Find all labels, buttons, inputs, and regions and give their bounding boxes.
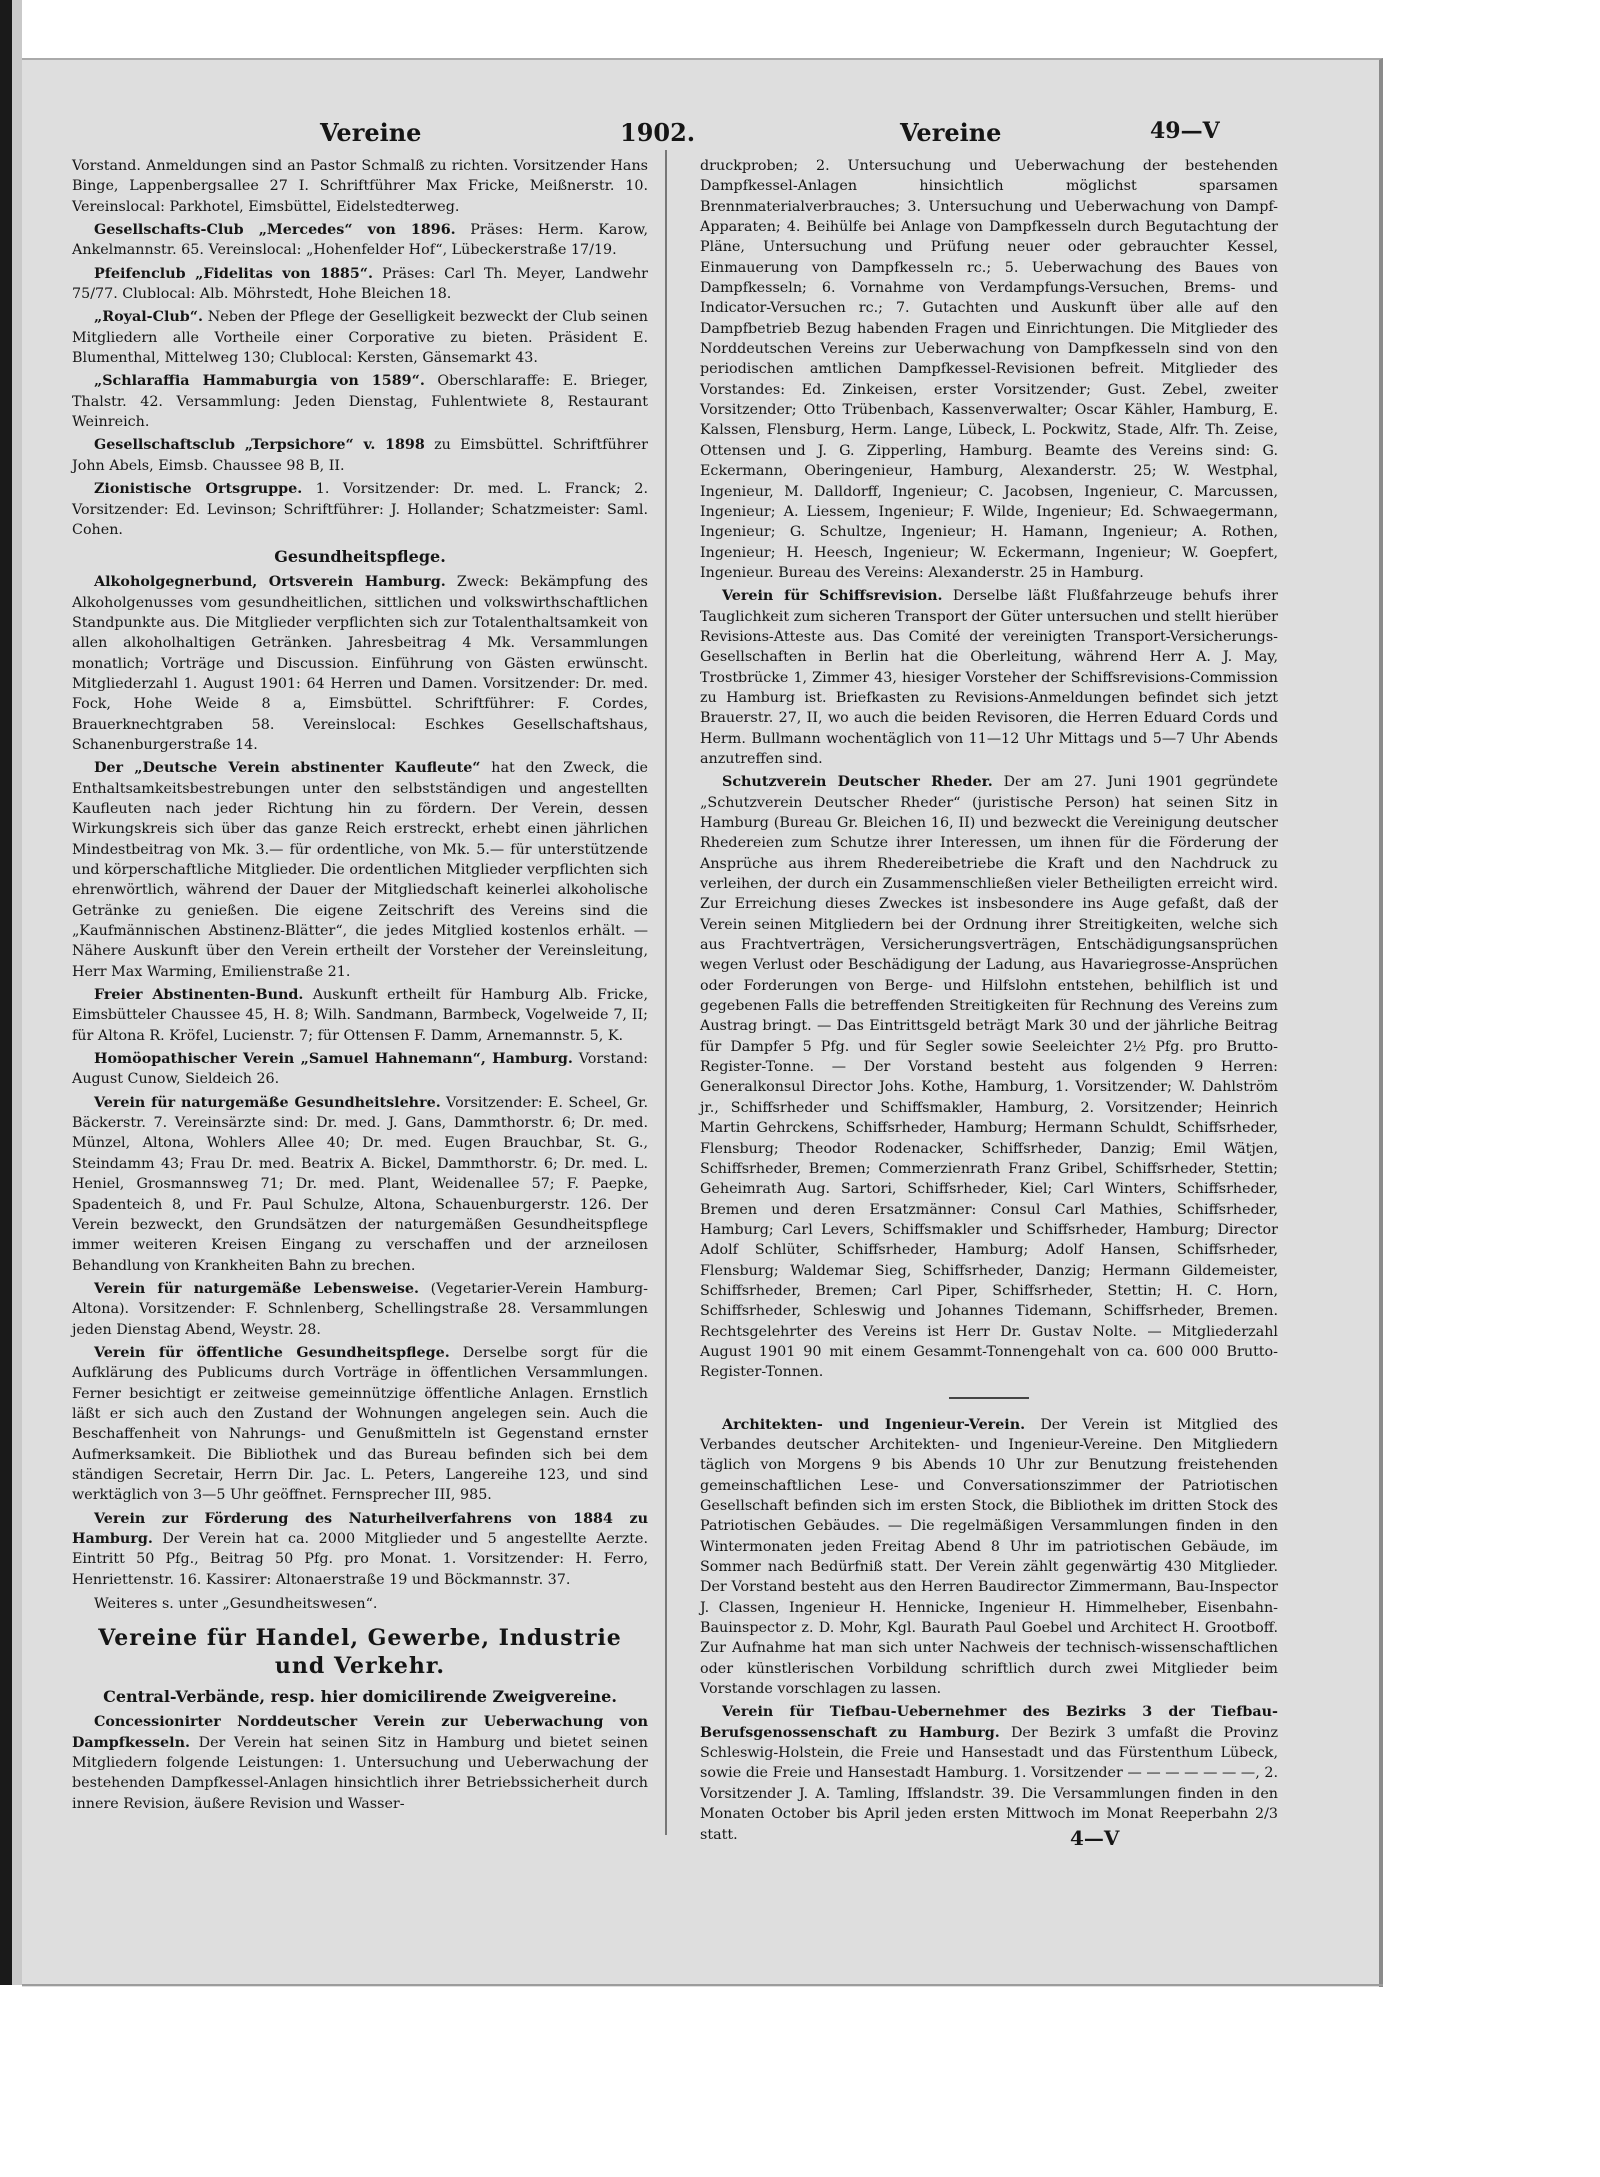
section-heading-trade: Vereine für Handel, Gewerbe, Industrie und Verkehr. — [98, 1625, 622, 1680]
left-column — [72, 156, 648, 1817]
entry-schutzverein-rheder: Schutzverein Deutscher Rheder. Der am 27. Juni 1901 gegründete „Schutzverein Deutscher Rheder“ (juristische Person) hat seinen Sitz in Hamburg (Bureau Gr. Bleichen 16, II) und bezweckt die Vereinigung deutscher Rhedereien zum Schutze ihrer Interessen, um ihnen für die Förderung der Ansprüche aus ihrem Rhedereibetriebe die Kraft und den Nachdruck zu verleihen, der durch ein Zusammenschließen vieler Betheiligten erreicht wird. Zur Erreichung dieses Zweckes ist insbesondere ins Auge gefaßt, daß der Verein seinen Mitgliedern bei der Ordnung ihrer Streitigkeiten, welche sich aus Frachtverträgen, Versicherungsverträgen, Entschädigungsansprüchen wegen Verlust oder Beschädigung der Ladung, aus Havariegrosse-Ansprüchen oder Forderungen von Berge- und Hilfslohn entstehen, behilflich ist und gegebenen Falls die betreffenden Streitigkeiten für Rechnung des Vereins zum Austrag bringt. — Das Eintrittsgeld beträgt Mark 30 und der jährliche Beitrag für Dampfer 5 Pfg. und für Segler sowie Seeleichter 2½ Pfg. pro Brutto-Register-Tonne. — Der Vorstand besteht aus folgenden 9 Herren: Generalkonsul Director Johs. Kothe, Hamburg, 1. Vorsitzender; W. Dahlström jr., Schiffsrheder und Schiffsmakler, Hamburg, 2. Vorsitzender; Heinrich Martin Gehrckens, Schiffsrheder, Hamburg; Hermann Schuldt, Schiffsrheder, Flensburg; Theodor Rodenacker, Schiffsrheder, Danzig; Emil Wätjen, Schiffsrheder, Bremen; Commerzienrath Franz Gribel, Schiffsrheder, Stettin; Geheimrath Aug. Sartori, Schiffsrheder, Kiel; Carl Winters, Schiffsrheder, Bremen und deren Ersatzmänner: Consul Carl Mathies, Schiffsrheder, Hamburg; Carl Levers, Schiffsmakler und Schiffsrheder, Hamburg; Director Adolf Schlüter, Schiffsrheder, Hamburg; Adolf Hansen, Schiffsrheder, Flensburg; Waldemar Sieg, Schiffsrheder, Danzig; Hermann Gildemeister, Schiffsrheder, Bremen; Carl Piper, Schiffsrheder, Stettin; H. C. Horn, Schiffsrheder, Schleswig und Johannes Tidemann, Schiffsrheder, Bremen. Rechtsgelehrter des Vereins ist Herr Dr. Gustav Nolte. — Mitgliederzahl August 1901 90 mit einem Gesammt-Tonnengehalt von ca. 600 000 Brutto-Register-Tonnen. — [700, 774, 1279, 1381]
entry-oeffentliche-gesundheitspflege: Verein für öffentliche Gesundheitspflege. Derselbe sorgt für die Aufklärung des Publicums durch Vorträge in öffentlichen Versammlungen. Ferner besichtigt er zeitweise gemeinnützige öffentliche Anlagen. Ernstlich läßt er sich auch den Zustand der Wohnungen angelegen sein. Auch die Beschaffenheit von Nahrungs- und Genußmitteln ist Gegenstand ernster Aufmerksamkeit. Die Bibliothek und das Bureau befinden sich bei dem ständigen Secretair, Herrn Dir. Jac. L. Peters, Langereihe 123, und sind werktäglich von 3—5 Uhr geöffnet. Fernsprecher III, 985. — [72, 1344, 648, 1504]
entry-lebensweise: Verein für naturgemäße Lebensweise. (Vegetarier-Verein Hamburg-Altona). Vorsitzender: F. Schnlenberg, Schellingstraße 28. Versammlungen jeden Dienstag Abend, Weystr. 28. — [72, 1280, 648, 1338]
entry-homoeopathischer-verein: Homöopathischer Verein „Samuel Hahnemann“, Hamburg. Vorstand: August Cunow, Sieldeich 26. — [72, 1051, 648, 1088]
right-column — [700, 156, 1278, 1848]
entry-mercedes: Gesellschafts-Club „Mercedes“ von 1896. Präses: Herm. Karow, Ankelmannstr. 65. Vereinslocal: „Hohenfelder Hof“, Lübeckerstraße 17/19. — [72, 222, 648, 259]
entry-abstinente-kaufleute: Der „Deutsche Verein abstinenter Kaufleute“ hat den Zweck, die Enthaltsamkeitsbestrebungen unter den selbstständigen und angestellten Kaufleuten nach jeder Richtung hin zu fördern. Der Verein, dessen Wirkungskreis sich über das ganze Reich erstreckt, erhebt einen jährlichen Mindestbeitrag von Mk. 3.— für ordentliche, von Mk. 5.— für unterstützende und körperschaftliche Mitglieder. Die ordentlichen Mitglieder verpflichten sich ehrenwörtlich, während der Dauer der Mitgliedschaft keinerlei alkoholische Getränke zu genießen. Die eigene Zeitschrift des Vereins sind die „Kaufmännischen Abstinenz-Blätter“, die jedes Mitglied kostenlos erhält. — Nähere Auskunft über den Verein ertheilt der Vorsteher der Vereinsleitung, Herr Max Warming, Emilienstraße 21. — [72, 760, 648, 980]
header-right-title: Vereine — [900, 118, 1002, 147]
entry-schiffsrevision: Verein für Schiffsrevision. Derselbe läßt Flußfahrzeuge behufs ihrer Tauglichkeit zum sicheren Transport der Güter untersuchen und stellt hierüber Revisions-Atteste aus. Das Comité der vereinigten Transport-Versicherungs-Gesellschaften in Berlin hat die Oberleitung, während Herr A. J. May, Trostbrücke 1, Zimmer 43, hiesiger Vorsteher der Schiffsrevisions-Commission zu Hamburg ist. Briefkasten zu Revisions-Anmeldungen befindet sich jetzt Brauerstr. 27, II, wo auch die beiden Revisoren, die Herren Eduard Cords und Herm. Bullmann wochentäglich von 11—12 Uhr Mittags und 5—7 Uhr Abends anzutreffen sind. — [700, 588, 1279, 767]
page-bottom-edge — [22, 1984, 1383, 1986]
entry-zionistische-ortsgruppe: Zionistische Ortsgruppe. 1. Vorsitzender: Dr. med. L. Franck; 2. Vorsitzender: Ed. Levinson; Schriftführer: J. Hollander; Schatzmeister: Saml. Cohen. — [72, 481, 648, 538]
entry-tiefbau-verein: Verein für Tiefbau-Uebernehmer des Bezirks 3 der Tiefbau-Berufsgenossenschaft zu Hamburg. Der Bezirk 3 umfaßt die Provinz Schleswig-Holstein, die Freie und Hansestadt und das Fürstenthum Lübeck, sowie die Freie und Hansestadt Hamburg. 1. Vorsitzender — — — — — — —, 2. Vorsitzender J. A. Tamling, Iffslandstr. 39. Die Versammlungen finden in den Monaten October bis April jeden ersten Mittwoch im Monat Reeperbahn 2/3 statt. — [700, 1704, 1278, 1843]
header-year: 1902. — [620, 118, 696, 147]
entry-dampfkessel-continuation: druckproben; 2. Untersuchung und Ueberwachung der bestehenden Dampfkessel-Anlagen hinsichtlich möglichst sparsamen Brennmaterialverbrauches; 3. Untersuchung und Ueberwachung von Dampf-Apparaten; 4. Beihülfe bei Anlage von Dampfkesseln durch Begutachtung der Pläne, Untersuchung und Prüfung neuer oder gebrauchter Kessel, Einmauerung von Dampfkesseln rc.; 5. Ueberwachung des Baues von Dampfkesseln; 6. Vornahme von Verdampfungs-Versuchen, Brems- und Indicator-Versuchen rc.; 7. Gutachten und Auskunft über alle auf den Dampfbetrieb Bezug habenden Fragen und Einrichtungen. Die Mitglieder des Norddeutschen Vereins zur Ueberwachung von Dampfkesseln sind von den periodischen amtlichen Dampfkessel-Revisionen befreit. Mitglieder des Vorstandes: Ed. Zinkeisen, erster Vorsitzender; Gust. Zebel, zweiter Vorsitzender; Otto Trübenbach, Kassenverwalter; Oscar Kähler, Hamburg, E. Kalssen, Flensburg, Herm. Lange, Lübeck, L. Pockwitz, Stade, Alfr. Th. Zeise, Ottensen und J. G. Zipperling, Hamburg. Beamte des Vereins sind: G. Eckermann, Oberingenieur, Hamburg, Alexanderstr. 25; W. Westphal, Ingenieur, M. Dalldorff, Ingenieur; C. Jacobsen, Ingenieur, C. Marcussen, Ingenieur; A. Liessem, Ingenieur; F. Wilde, Ingenieur; Ed. Schwaegermann, Ingenieur; G. Schultze, Ingenieur; H. Hamann, Ingenieur; A. Rothen, Ingenieur; H. Heesch, Ingenieur; W. Eckermann, Ingenieur; W. Goepfert, Ingenieur. Bureau des Vereins: Alexanderstr. 25 in Hamburg. — [700, 158, 1278, 581]
entry-continuation: Vorstand. Anmeldungen sind an Pastor Schmalß zu richten. Vorsitzender Hans Binge, Lappenbergsallee 27 I. Schriftführer Max Fricke, Meißnerstr. 10. Vereinslocal: Parkhotel, Eimsbüttel, Eidelstedterweg. — [72, 158, 648, 215]
entry-royal-club: „Royal-Club“. Neben der Pflege der Geselligkeit bezweckt der Club seinen Mitgliedern alle Vortheile einer Corporative zu bieten. Präsident E. Blumenthal, Mittelweg 130; Clublocal: Kersten, Gänsemarkt 43. — [72, 309, 648, 367]
entry-dampfkessel-verein: Concessionirter Norddeutscher Verein zur Ueberwachung von Dampfkesseln. Der Verein hat seinen Sitz in Hamburg und bietet seinen Mitgliedern folgende Leistungen: 1. Untersuchung und Ueberwachung der bestehenden Dampfkessel-Anlagen hinsichtlich ihrer Betriebssicherheit durch innere Revision, äußere Revision und Wasser- — [72, 1714, 648, 1812]
entry-fidelitas: Pfeifenclub „Fidelitas von 1885“. Präses: Carl Th. Meyer, Landwehr 75/77. Clublocal: Alb. Möhrstedt, Hohe Bleichen 18. — [72, 265, 649, 303]
entry-schlaraffia: „Schlaraffia Hammaburgia von 1589“. Oberschlaraffe: E. Brieger, Thalstr. 42. Versammlung: Jeden Dienstag, Fuhlentwiete 8, Restaurant Weinreich. — [72, 373, 648, 431]
see-also-note: Weiteres s. unter „Gesundheitswesen“. — [94, 1596, 378, 1613]
scan-border-light — [12, 0, 22, 1985]
scan-border-dark — [0, 0, 12, 1985]
entry-terpsichore: Gesellschaftsclub „Terpsichore“ v. 1898 zu Eimsbüttel. Schriftführer John Abels, Eimsb. Chaussee 98 B, II. — [72, 437, 648, 474]
section-subheading-trade: Central-Verbände, resp. hier domicilirende Zweigvereine. — [103, 1687, 617, 1707]
footer-signature: 4—V — [1070, 1826, 1120, 1850]
entry-architekten-ingenieur-verein: Architekten- und Ingenieur-Verein. Der Verein ist Mitglied des Verbandes deutscher Architekten- und Ingenieur-Vereine. Den Mitgliedern täglich von Morgens 9 bis Abends 10 Uhr zur Benutzung freistehenden gemeinschaftlichen Lese- und Conversationszimmer der Patriotischen Gesellschaft befinden sich im ersten Stock, die Bibliothek im dritten Stock des Patriotischen Gebäudes. — Die regelmäßigen Versammlungen finden in den Wintermonaten jeden Freitag Abend 8 Uhr im patriotischen Gebäude, im Sommer nach Bedürfniß statt. Der Verein zählt gegenwärtig 430 Mitglieder. Der Vorstand besteht aus den Herren Baudirector Zimmermann, Bau-Inspector J. Classen, Ingenieur H. Hennicke, Ingenieur H. Himmelheber, Eisenbahn-Bauinspector z. D. Mohr, Kgl. Baurath Paul Goebel und Architect H. Grootboff. Zur Aufnahme hat man sich unter Nachweis der technisch-wissenschaftlichen oder künstlerischen Vorbildung schriftlich durch zwei Mitglieder beim Vorstande vorschlagen zu lassen. — [700, 1416, 1278, 1698]
entry-naturheilverfahren: Verein zur Förderung des Naturheilverfahrens von 1884 zu Hamburg. Der Verein hat ca. 2000 Mitglieder und 5 angestellte Aerzte. Eintritt 50 Pfg., Beitrag 50 Pfg. pro Monat. 1. Vorsitzender: H. Ferro, Henriettenstr. 16. Kassirer: Altonaerstraße 19 und Böckmannstr. 37. — [72, 1510, 648, 1588]
section-rule — [949, 1397, 1029, 1399]
column-divider — [665, 150, 667, 1835]
section-heading-health: Gesundheitspflege. — [274, 547, 446, 567]
header-page-number: 49—V — [1150, 118, 1220, 144]
header-left-title: Vereine — [320, 118, 422, 147]
entry-alkoholgegnerbund: Alkoholgegnerbund, Ortsverein Hamburg. Zweck: Bekämpfung des Alkoholgenusses vom gesundheitlichen, sittlichen und volkswirthschaftlichen Standpunkte aus. Die Mitglieder verpflichten sich zur Totalenthaltsamkeit von allen alkoholhaltigen Getränken. Jahresbeitrag 4 Mk. Versammlungen monatlich; Vorträge und Discussion. Einführung von Gästen erwünscht. Mitgliederzahl 1. August 1901: 64 Herren und Damen. Vorsitzender: Dr. med. Fock, Hohe Weide 8 a, Eimsbüttel. Schriftführer: F. Cordes, Brauerknechtgraben 58. Vereinslocal: Eschkes Gesellschaftshaus, Schanenburgerstraße 14. — [72, 574, 648, 753]
entry-freier-abstinenten-bund: Freier Abstinenten-Bund. Auskunft ertheilt für Hamburg Alb. Fricke, Eimsbütteler Chaussee 45, H. 8; Wilh. Sandmann, Barmbeck, Vogelweide 7, II; für Altona R. Kröfel, Lucienstr. 7; für Ottensen F. Damm, Arnemannstr. 5, K. — [72, 987, 649, 1044]
entry-gesundheitslehre: Verein für naturgemäße Gesundheitslehre. Vorsitzender: E. Scheel, Gr. Bäckerstr. 7. Vereinsärzte sind: Dr. med. J. Gans, Dammthorstr. 6; Dr. med. Münzel, Altona, Wohlers Allee 40; Dr. med. Eugen Brauchbar, St. G., Steindamm 43; Frau Dr. med. Beatrix A. Bickel, Dammthorstr. 6; Dr. med. L. Heniel, Grosmannsweg 71; Dr. med. Plant, Weidenallee 57; F. Paepke, Spadenteich 8, und Fr. Paul Schulze, Altona, Schauenburgerstr. 126. Der Verein bezweckt, den Grundsätzen der naturgemäßen Gesundheitspflege immer weiteren Kreisen Eingang zu verschaffen und der arzneilosen Behandlung von Krankheiten Bahn zu brechen. — [72, 1094, 648, 1274]
